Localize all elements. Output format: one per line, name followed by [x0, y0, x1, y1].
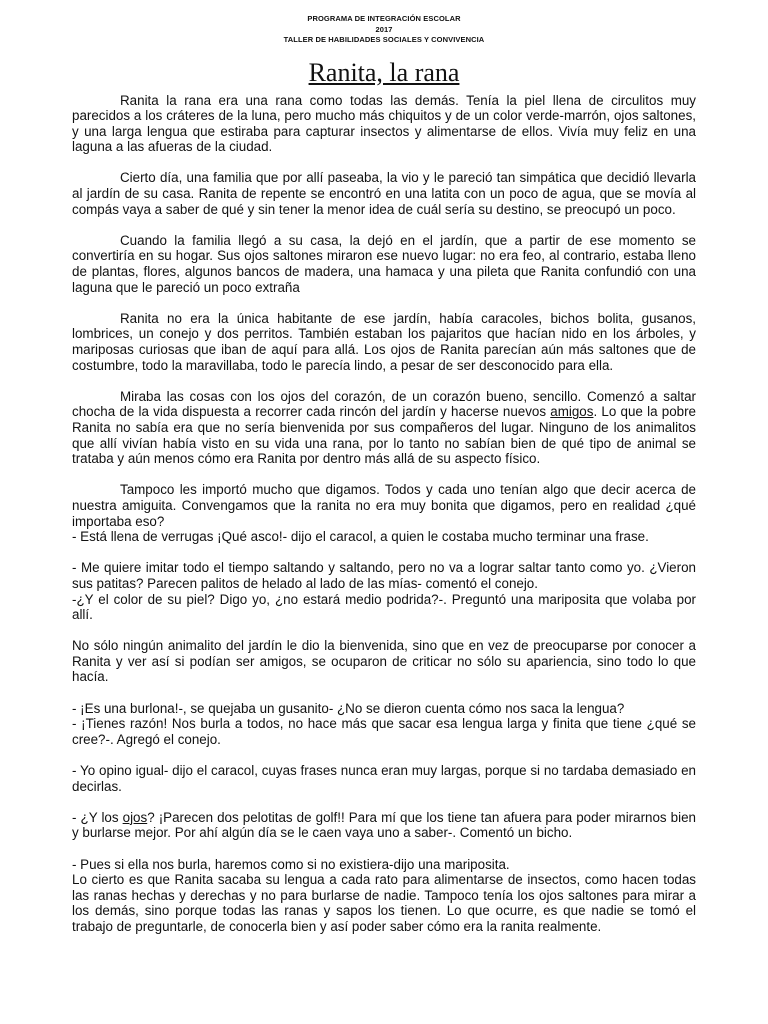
paragraph-2: Cierto día, una familia que por allí paseaba, la vio y le pareció tan simpática que decidió llevarla al jardín de su casa. Ranita de repente se encontró en una latita con un poco de agua, que se movía al compás vaya a saber de qué y sin tener la menor idea de cuál sería su destino, se preocupó un poco.: [72, 170, 696, 217]
dialogue-caracol-2: - Yo opino igual- dijo el caracol, cuyas frases nunca eran muy largas, porque si no tardaba demasiado en decirlas.: [72, 763, 696, 794]
dialogue-bicho: [72, 810, 696, 841]
header-program: PROGRAMA DE INTEGRACIÓN ESCOLAR: [307, 14, 461, 23]
paragraph-7: No sólo ningún animalito del jardín le dio la bienvenida, sino que en vez de preocuparse por conocer a Ranita y ver así si podían ser amigos, se ocuparon de criticar no sólo su apariencia, sino todo lo que hacía.: [72, 638, 696, 685]
dialogue-gusanito: - ¡Es una burlona!-, se quejaba un gusanito- ¿No se dieron cuenta cómo nos saca la lengua?: [72, 700, 625, 716]
header-workshop: TALLER DE HABILIDADES SOCIALES Y CONVIVENCIA: [283, 35, 485, 44]
dialogue-bicho-part-a: - ¿Y los: [72, 809, 123, 825]
paragraph-4: Ranita no era la única habitante de ese jardín, había caracoles, bichos bolita, gusanos, lombrices, un conejo y dos perritos. También estaban los pajaritos que hacían nido en los árboles, y mariposas curiosas que iban de aquí para allá. Los ojos de Ranita parecían aún más saltones que de costumbre, todo la maravillaba, todo le parecía lindo, a pesar de ser desconocido para ella.: [72, 310, 696, 373]
dialogue-conejo-1: - Me quiere imitar todo el tiempo saltando y saltando, pero no va a lograr saltar tanto como yo. ¿Vieron sus patitas? Parecen palitos de helado al lado de las mías- comentó el conejo.: [72, 560, 696, 591]
dialogue-mariposita-1: -¿Y el color de su piel? Digo yo, ¿no estará medio podrida?-. Preguntó una mariposita que volaba por allí.: [72, 591, 696, 623]
paragraph-1: Ranita la rana era una rana como todas las demás. Tenía la piel llena de circulitos muy parecidos a los cráteres de la luna, pero mucho más chiquitos y de un color verde-marrón, ojos saltones, y una larga lengua que estiraba para capturar insectos y alimentarse de ellos. Vivía muy feliz en una laguna a las afueras de la ciudad.: [72, 92, 696, 155]
story-title: Ranita, la rana: [308, 57, 460, 87]
paragraph-5-part-a: Miraba las cosas con los ojos del corazón, de un corazón bueno, sencillo. Comenzó a saltar chocha de la vida dispuesta a recorrer cada rincón del jardín y hacerse nuevos: [72, 388, 696, 420]
dialogue-conejo-2: - ¡Tienes razón! Nos burla a todos, no hace más que sacar esa lengua larga y finita que tiene ¿qué se cree?-. Agregó el conejo.: [72, 716, 696, 747]
underlined-word-ojos: ojos: [122, 809, 148, 825]
dialogue-bicho-part-b: ? ¡Parecen dos pelotitas de golf!! Para mí que los tiene tan afuera para poder mirarnos bien y burlarse mejor. Por ahí algún día se le caen vaya uno a saber-. Comentó un bicho.: [72, 809, 696, 841]
paragraph-8: Lo cierto es que Ranita sacaba su lengua a cada rato para alimentarse de insectos, como hacen todas las ranas hechas y derechas y no para burlarse de nadie. Tampoco tenía los ojos saltones para mirar a los demás, sino porque todas las ranas y sapos los tienen. Lo que ocurre, es que nadie se tomó el trabajo de preguntarle, de conocerla bien y así poder saber cómo era la ranita realmente.: [72, 872, 696, 934]
paragraph-5: [72, 389, 696, 467]
dialogue-mariposita-2: - Pues si ella nos burla, haremos como si no existiera-dijo una mariposita.: [72, 856, 510, 872]
underlined-word-amigos: amigos: [550, 404, 594, 420]
paragraph-3: Cuando la familia llegó a su casa, la dejó en el jardín, que a partir de ese momento se convertiría en su hogar. Sus ojos saltones miraron ese nuevo lugar: no era feo, al contrario, estaba lleno de plantas, flores, algunos bancos de madera, una hamaca y una pileta que Ranita confundió con una laguna que le pareció un poco extraña: [72, 232, 696, 295]
paragraph-6: Tampoco les importó mucho que digamos. Todos y cada uno tenían algo que decir acerca de nuestra amiguita. Convengamos que la ranita no era muy bonita que digamos, pero en realidad ¿qué importaba eso?: [72, 482, 696, 529]
story-body: [72, 93, 696, 935]
paragraph-5-part-b: . Lo que la pobre Ranita no sabía era que no sería bienvenida por sus compañeros del lugar. Ninguno de los animalitos que allí vivían había visto en su vida una rana, por lo tanto no sabían bien de qué tipo de animal se trataba y aún menos cómo era Ranita por dentro más allá de su aspecto físico.: [72, 404, 696, 467]
dialogue-caracol-1: - Está llena de verrugas ¡Qué asco!- dijo el caracol, a quien le costaba mucho terminar una frase.: [72, 529, 649, 545]
header-year: 2017: [375, 24, 393, 34]
document-header: [72, 14, 696, 46]
